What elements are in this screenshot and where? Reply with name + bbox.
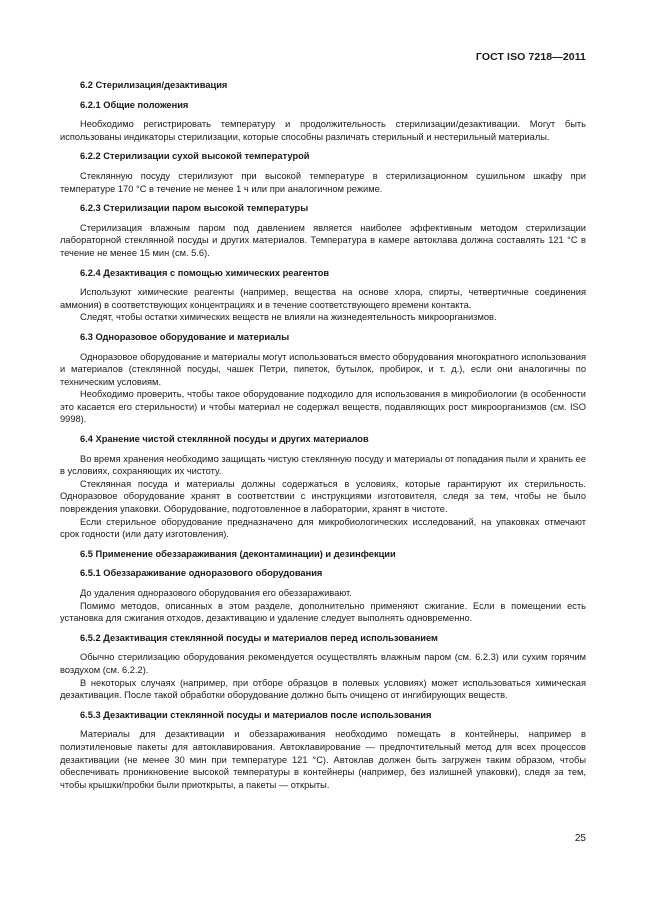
- paragraph: Необходимо регистрировать температуру и продолжительность стерилизации/дезактивации. Могут быть использованы индикаторы стерилизации, которые способны различать стерильный и нестерильный материалы.: [60, 119, 586, 142]
- document-code-header: ГОСТ ISO 7218—2011: [475, 51, 586, 63]
- section-heading: 6.2.3 Стерилизации паром высокой температуры: [80, 203, 309, 214]
- paragraph: Стеклянную посуду стерилизуют при высокой температуре в стерилизационном сушильном шкафу при температуре 170 °С в течение не менее 1 ч или при аналогичном режиме.: [60, 170, 586, 194]
- section-text: [60, 728, 586, 791]
- paragraph: Необходимо проверить, чтобы такое оборудование подходило для использования в микробиологии (в особенности это касается его стерильности) и чтобы материал не содержал веществ, подавляющих рост микроорганизмов (см. ISO 9998).: [60, 389, 586, 425]
- paragraph: В некоторых случаях (например, при отборе образцов в полевых условиях) может использоваться химическая дезактивация. После такой обработки оборудование должно быть очищено от ингибирующих веществ.: [60, 677, 586, 701]
- section-heading: 6.2.2 Стерилизации сухой высокой температурой: [80, 151, 310, 162]
- page-number: 25: [574, 833, 586, 844]
- section-text: [60, 118, 586, 143]
- paragraph: Обычно стерилизацию оборудования рекомендуется осуществлять влажным паром (см. 6.2.3) или сухим горячим воздухом (см. 6.2.2).: [60, 652, 586, 675]
- paragraph: Стерилизация влажным паром под давлением является наиболее эффективным методом стерилизации лабораторной стеклянной посуды и других материалов. Температура в камере автоклава должна составлять 121 °С в течение не менее 15 мин (см. 5.6).: [60, 222, 586, 258]
- paragraph: Если стерильное оборудование предназначено для микробиологических исследований, на упаковках отмечают срок годности (или дату изготовления).: [60, 516, 586, 540]
- section-heading: 6.5 Применение обеззараживания (деконтаминации) и дезинфекции: [80, 548, 396, 559]
- paragraph: Стеклянная посуда и материалы должны содержаться в условиях, которые гарантируют их стерильность. Одноразовое оборудование хранят в соответствии с инструкциями изготовителя, следя за тем, чтобы не было повреждения упаковки. Оборудование, подготовленное в лаборатории, хранят в чистоте.: [60, 478, 586, 515]
- section-text: [60, 587, 586, 625]
- section-text: [60, 222, 586, 260]
- paragraph: До удаления одноразового оборудования его обеззараживают.: [80, 588, 352, 598]
- section-heading: 6.2.1 Общие положения: [80, 99, 189, 110]
- section-heading: 6.5.3 Дезактивации стеклянной посуды и материалов после использования: [80, 709, 432, 720]
- section-text: [60, 453, 586, 541]
- paragraph: Одноразовое оборудование и материалы могут использоваться вместо оборудования многократного использования и материалов (стеклянной посуды, чашек Петри, пипеток, бутылок, пробирок, и т. д.), если они аналогичны по техническим условиям.: [60, 351, 586, 387]
- document-body: [60, 79, 586, 798]
- paragraph: Во время хранения необходимо защищать чистую стеклянную посуду и материалы от попадания пыли и хранить ее в условиях, сохраняющих их чистоту.: [60, 453, 586, 477]
- section-heading: 6.2 Стерилизация/дезактивация: [80, 80, 228, 90]
- paragraph: Используют химические реагенты (например, вещества на основе хлора, спирты, четвертичные соединения аммония) в соответствующих концентрациях и в течение соответствующего времени контакта.: [60, 287, 586, 310]
- section-text: [60, 651, 586, 701]
- section-heading: 6.5.1 Обеззараживание одноразового оборудования: [80, 568, 323, 579]
- section-heading: 6.3 Одноразовое оборудование и материалы: [80, 331, 290, 342]
- section-text: [60, 286, 586, 324]
- section-heading: 6.2.4 Дезактивация с помощью химических реагентов: [80, 267, 330, 278]
- section-heading: 6.4 Хранение чистой стеклянной посуды и других материалов: [80, 434, 369, 445]
- paragraph: Материалы для дезактивации и обеззараживания необходимо помещать в контейнеры, например в полиэтиленовые пакеты для автоклавирования. Автоклавирование — предпочтительный метод для всех процессов дезактивации (не менее 30 мин при температуре 121 °С). Автоклав должен быть загружен таким образом, чтобы обеспечивать проникновение высокой температуры в контейнеры (например, без излишней упаковки), следя за тем, чтобы крышки/пробки были приоткрыты, а пакеты — открыты.: [60, 729, 586, 790]
- section-text: [60, 351, 586, 427]
- section-heading: 6.5.2 Дезактивация стеклянной посуды и материалов перед использованием: [80, 632, 438, 643]
- section-text: [60, 170, 586, 195]
- paragraph: Следят, чтобы остатки химических веществ не влияли на жизнедеятельность микроорганизмов.: [80, 312, 497, 323]
- paragraph: Помимо методов, описанных в этом разделе, дополнительно применяют сжигание. Если в помещении есть установка для сжигания отходов, дезактивацию и удаление следует выполнять одновременно.: [60, 600, 586, 624]
